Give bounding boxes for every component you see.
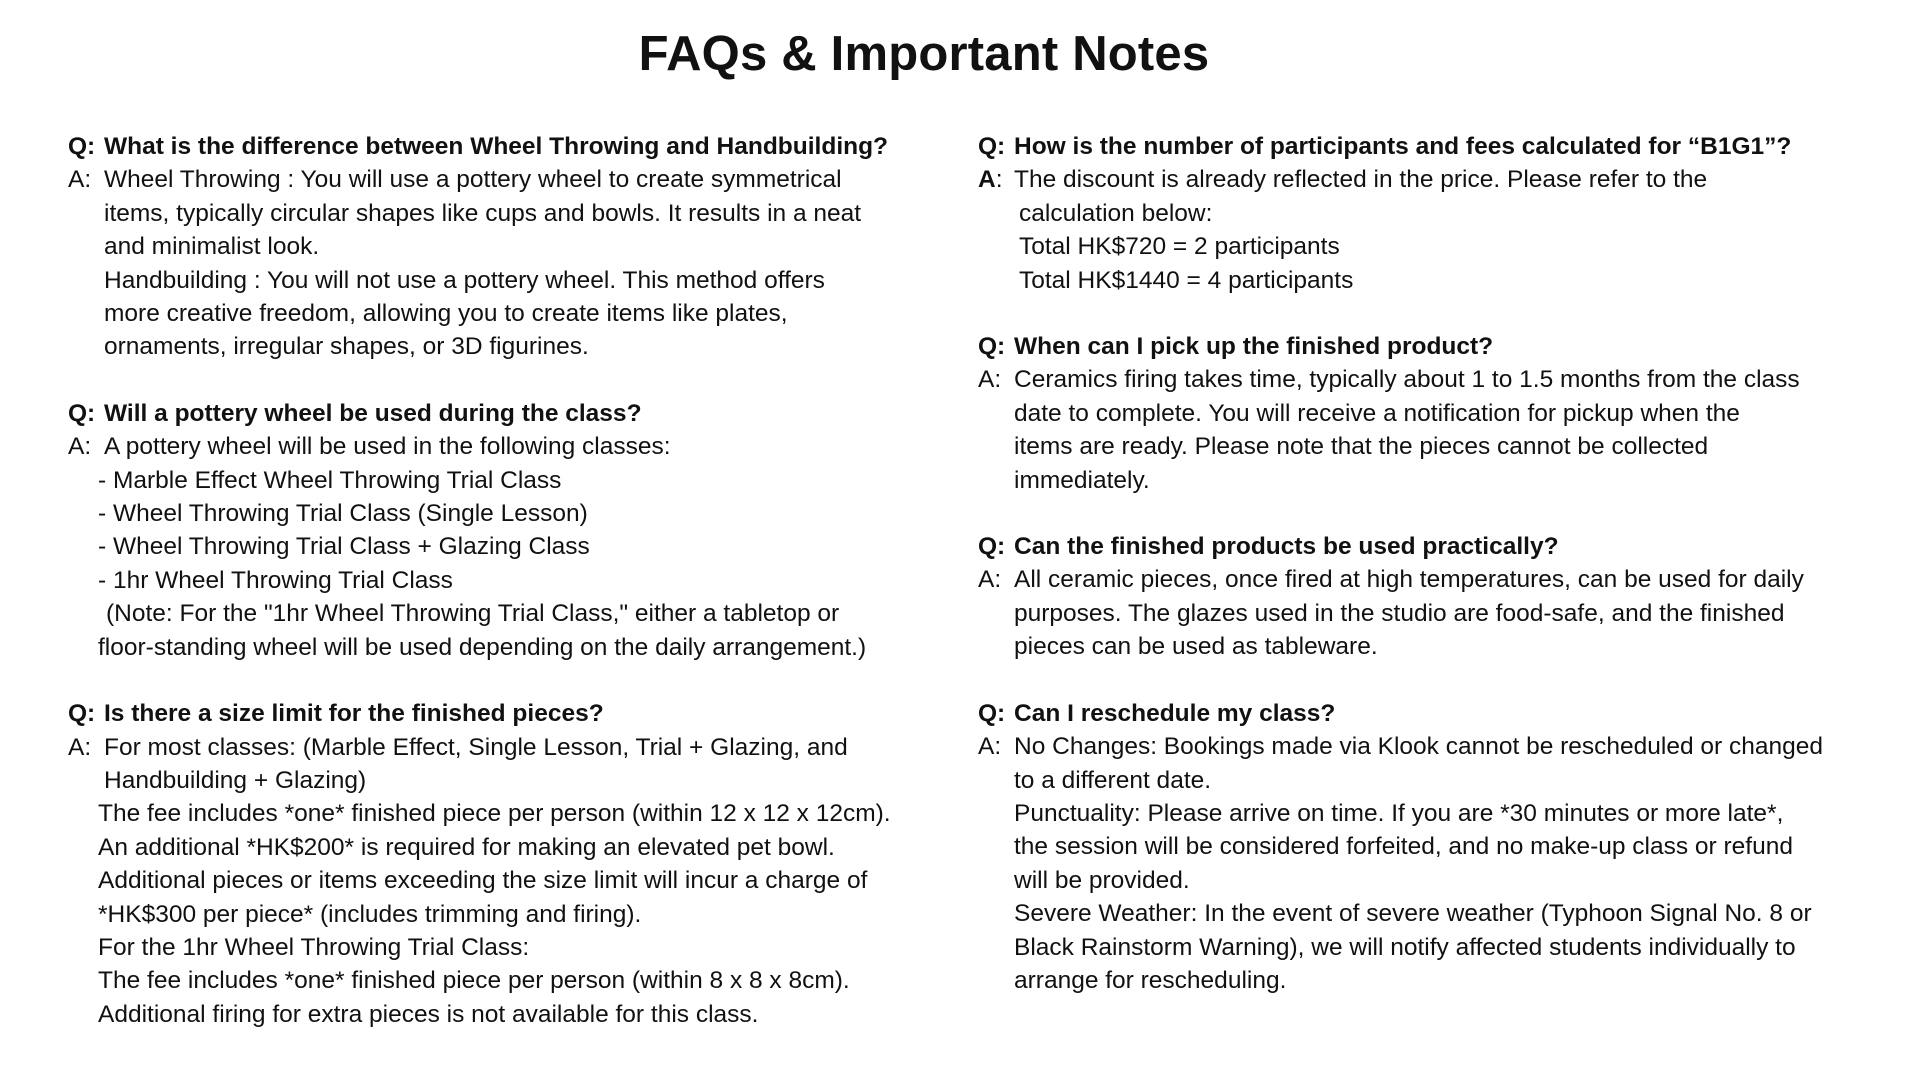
answer-line: items are ready. Please note that the pieces cannot be collected xyxy=(1014,433,1709,461)
answer-line: and minimalist look. xyxy=(104,233,320,261)
question-prefix: Q: xyxy=(978,133,1006,160)
question-prefix: Q: xyxy=(68,399,96,427)
answer-line: Ceramics firing takes time, typically about 1 to 1.5 months from the class xyxy=(1014,366,1800,394)
answer-line: The discount is already reflected in the price. Please refer to the xyxy=(1014,166,1708,194)
answer-line: Black Rainstorm Warning), we will notify affected students individually to xyxy=(1014,933,1796,961)
faq-item-pickup xyxy=(978,330,1858,497)
page-title: FAQs & Important Notes xyxy=(638,27,1210,81)
question-row xyxy=(978,697,1858,730)
class-list-item: - Wheel Throwing Trial Class + Glazing Class xyxy=(98,533,590,561)
answer-prefix xyxy=(978,163,1014,196)
question-prefix: Q: xyxy=(978,699,1006,727)
answer-line: Additional firing for extra pieces is not available for this class. xyxy=(98,1000,759,1028)
answer-line: purposes. The glazes used in the studio are food-safe, and the finished xyxy=(1014,599,1785,627)
answer-line: date to complete. You will receive a notification for pickup when the xyxy=(1014,399,1740,427)
answer-line: No Changes: Bookings made via Klook cannot be rescheduled or changed xyxy=(1014,733,1824,761)
faq-item-pottery-wheel-usage xyxy=(68,397,928,664)
answer-line: *HK$300 per piece* (includes trimming and firing). xyxy=(98,900,642,928)
answer-line: The fee includes *one* finished piece per person (within 12 x 12 x 12cm). xyxy=(98,800,891,828)
faq-item-size-limit xyxy=(68,697,928,1031)
answer-text xyxy=(1014,363,1858,497)
answer-line: Handbuilding + Glazing) xyxy=(104,766,367,794)
fee-calculation-line: Total HK$720 = 2 participants xyxy=(1019,233,1340,261)
answer-row xyxy=(978,363,1858,497)
answer-prefix: A: xyxy=(978,366,1002,394)
faq-item-b1g1-fees xyxy=(978,130,1858,297)
answer-text xyxy=(98,430,928,664)
answer-line: arrange for rescheduling. xyxy=(1014,966,1287,994)
answer-prefix: A: xyxy=(68,166,92,194)
answer-line: For the 1hr Wheel Throwing Trial Class: xyxy=(98,933,530,961)
answer-row xyxy=(68,163,928,363)
question-prefix: Q: xyxy=(68,700,96,728)
note-line: (Note: For the "1hr Wheel Throwing Trial Class," either a tabletop or xyxy=(106,600,840,628)
answer-prefix-letter: A xyxy=(978,166,996,194)
answer-line: calculation below: xyxy=(1019,199,1213,227)
answer-row xyxy=(978,730,1858,997)
answer-line: immediately. xyxy=(1014,466,1150,494)
answer-prefix-colon: : xyxy=(995,166,1003,194)
question-prefix: Q: xyxy=(978,333,1006,361)
answer-text xyxy=(1014,563,1858,663)
question-row xyxy=(978,330,1858,363)
answer-line: The fee includes *one* finished piece per person (within 8 x 8 x 8cm). xyxy=(98,967,850,995)
answer-line: An additional *HK$200* is required for making an elevated pet bowl. xyxy=(98,833,835,861)
question-row xyxy=(68,130,928,163)
answer-line: Wheel Throwing : You will use a pottery wheel to create symmetrical xyxy=(104,166,842,194)
question-row xyxy=(68,397,928,430)
answer-line: more creative freedom, allowing you to create items like plates, xyxy=(104,300,788,328)
fee-calculation-line: Total HK$1440 = 4 participants xyxy=(1019,266,1354,294)
question-text: Will a pottery wheel be used during the class? xyxy=(104,399,642,427)
answer-row xyxy=(978,563,1858,663)
answer-line: to a different date. xyxy=(1014,766,1212,794)
class-list-item: - Wheel Throwing Trial Class (Single Lesson) xyxy=(98,500,588,528)
question-text: Is there a size limit for the finished pieces? xyxy=(104,700,604,728)
answer-line: the session will be considered forfeited, and no make-up class or refund xyxy=(1014,833,1793,861)
answer-text xyxy=(1014,163,1858,297)
answer-line: All ceramic pieces, once fired at high temperatures, can be used for daily xyxy=(1014,566,1804,594)
question-prefix: Q: xyxy=(978,533,1006,561)
faq-column-right xyxy=(978,130,1858,1030)
question-text: Can I reschedule my class? xyxy=(1014,699,1336,727)
faq-item-reschedule xyxy=(978,697,1858,998)
answer-prefix: A: xyxy=(978,733,1002,761)
answer-line: items, typically circular shapes like cups and bowls. It results in a neat xyxy=(104,199,862,227)
answer-line: A pottery wheel will be used in the following classes: xyxy=(104,433,671,461)
note-line: floor-standing wheel will be used depending on the daily arrangement.) xyxy=(98,633,867,661)
answer-row xyxy=(68,731,928,1032)
answer-line: Handbuilding : You will not use a pottery wheel. This method offers xyxy=(104,266,825,294)
answer-line: Severe Weather: In the event of severe weather (Typhoon Signal No. 8 or xyxy=(1014,900,1812,928)
answer-text xyxy=(1014,730,1858,997)
answer-line: ornaments, irregular shapes, or 3D figurines. xyxy=(104,333,589,361)
answer-prefix: A: xyxy=(68,733,92,761)
answer-row xyxy=(978,163,1858,297)
answer-prefix: A: xyxy=(68,433,92,461)
question-row xyxy=(978,130,1858,163)
answer-line: Punctuality: Please arrive on time. If you are *30 minutes or more late*, xyxy=(1014,799,1784,827)
answer-line: Additional pieces or items exceeding the size limit will incur a charge of xyxy=(98,867,868,895)
question-row xyxy=(68,697,928,730)
question-row xyxy=(978,530,1858,563)
answer-line: will be provided. xyxy=(1014,866,1190,894)
question-text: When can I pick up the finished product? xyxy=(1014,333,1494,361)
class-list-item: - 1hr Wheel Throwing Trial Class xyxy=(98,566,453,594)
question-text: How is the number of participants and fees calculated for “B1G1”? xyxy=(1014,133,1792,160)
answer-prefix: A: xyxy=(978,566,1002,594)
answer-line: For most classes: (Marble Effect, Single Lesson, Trial + Glazing, and xyxy=(104,733,848,761)
answer-line: pieces can be used as tableware. xyxy=(1014,633,1378,661)
answer-row xyxy=(68,430,928,664)
faq-item-practical-use xyxy=(978,530,1858,664)
answer-text xyxy=(98,731,928,1032)
class-list-item: - Marble Effect Wheel Throwing Trial Class xyxy=(98,466,562,494)
answer-text xyxy=(104,163,928,363)
question-prefix: Q: xyxy=(68,133,96,160)
question-text: Can the finished products be used practically? xyxy=(1014,533,1559,561)
faq-column-left xyxy=(68,130,928,1064)
faq-item-wheel-vs-handbuilding xyxy=(68,130,928,364)
question-text: What is the difference between Wheel Throwing and Handbuilding? xyxy=(104,133,889,160)
